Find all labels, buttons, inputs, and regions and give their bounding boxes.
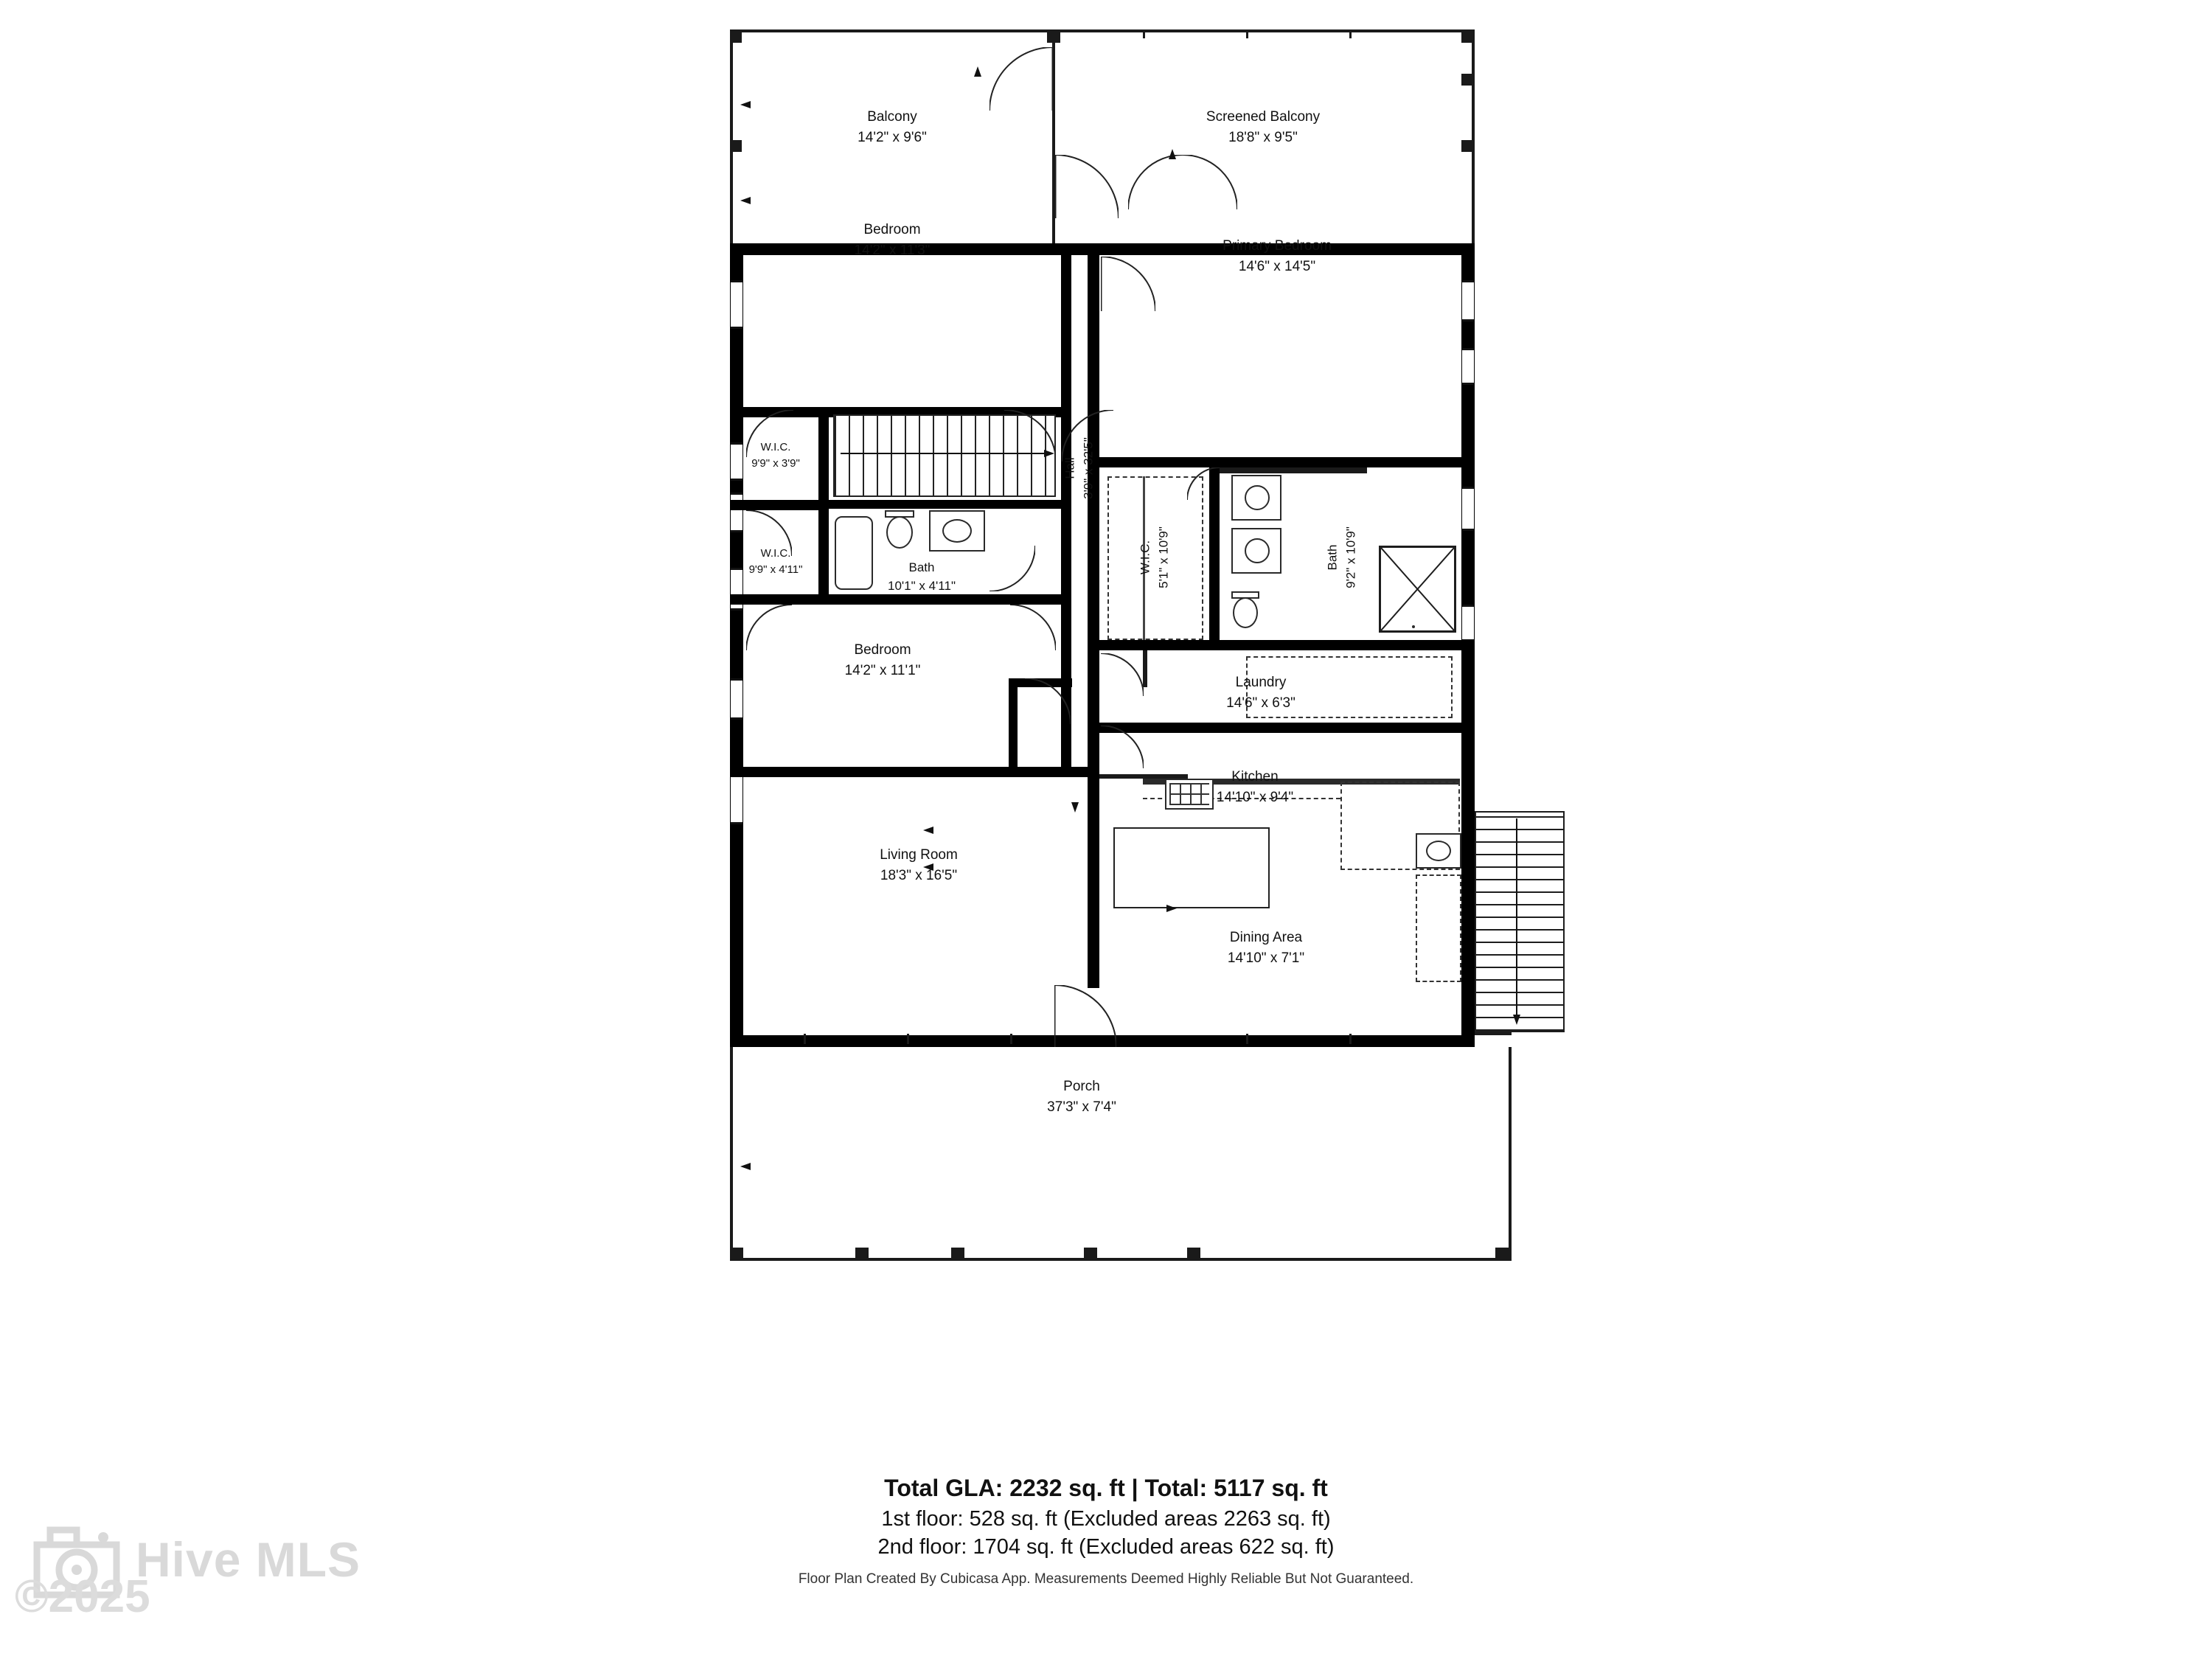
door-bedroom-front-hall xyxy=(1004,410,1056,462)
room-label-bath-primary: Bath 9'2" x 10'9" xyxy=(1325,526,1357,588)
kitchen-pantry xyxy=(1416,874,1461,982)
balcony-post-left-a xyxy=(730,140,742,152)
room-label-laundry: Laundry 14'6" x 6'3" xyxy=(1226,675,1295,711)
sink-primary-upper xyxy=(1245,485,1270,510)
door-porch-front xyxy=(1054,985,1116,1047)
screen-mullion-3 xyxy=(1349,29,1352,38)
summary-totals: Total GLA: 2232 sq. ft | Total: 5117 sq. ft xyxy=(884,1475,1328,1501)
window-right-2 xyxy=(1462,348,1474,385)
wic-upper-wall-right xyxy=(818,407,829,510)
measure-arrow-balcony-left xyxy=(740,100,754,109)
measure-arrow-bedroom-front xyxy=(740,196,754,205)
porch-wall-right xyxy=(1509,1047,1512,1261)
bedroom-rear-closet-wall-v xyxy=(1009,678,1018,774)
room-label-kitchen: Kitchen 14'10" x 9'4" xyxy=(1216,769,1294,805)
balcony-post-right-a xyxy=(1461,74,1475,86)
screen-mullion-2 xyxy=(1246,29,1248,38)
room-label-hall: Hall 3'9" x 32'5" xyxy=(1062,437,1095,499)
room-label-wic-lower: W.I.C. 9'9" x 4'11" xyxy=(748,547,803,576)
bath-primary-vanity-wall xyxy=(1220,467,1367,473)
sink-hall xyxy=(942,519,972,543)
exterior-wall-left xyxy=(730,243,743,1047)
room-label-primary-bedroom: Primary Bedroom 14'6" x 14'5" xyxy=(1222,238,1332,274)
summary-second-floor: 2nd floor: 1704 sq. ft (Excluded areas 622 sq. ft) xyxy=(877,1535,1335,1559)
room-label-dining-area: Dining Area 14'10" x 7'1" xyxy=(1227,930,1305,966)
toilet-tank-hall xyxy=(885,510,914,518)
door-laundry-kitchen xyxy=(1101,726,1144,768)
window-left-2 xyxy=(731,442,742,481)
door-bath-hall xyxy=(990,546,1035,591)
window-right-1 xyxy=(1462,280,1474,321)
kitchen-sink-basin xyxy=(1426,841,1451,861)
balcony-post-right-b xyxy=(1461,140,1475,152)
shower-drain-primary xyxy=(1412,625,1415,628)
cooktop-burners xyxy=(1169,783,1209,805)
room-label-screened-balcony: Screened Balcony 18'8" x 9'5" xyxy=(1206,109,1321,145)
window-left-3 xyxy=(731,493,742,532)
porch-wall-left xyxy=(730,1047,733,1261)
porch-deck-edge xyxy=(1475,1032,1512,1035)
room-label-porch: Porch 37'3" x 7'4" xyxy=(1047,1079,1116,1115)
screen-mullion-1 xyxy=(1143,29,1145,38)
balcony-post-top-left xyxy=(730,29,742,43)
room-label-bedroom-front: Bedroom 14'2" x 11'3" xyxy=(854,222,931,258)
balcony-wall-top xyxy=(730,29,1475,32)
door-screened-balcony-left xyxy=(1128,155,1183,209)
door-primary-bath xyxy=(1187,467,1220,500)
measure-arrow-bedroom-rear xyxy=(1071,801,1079,813)
measure-arrow-primary-top xyxy=(1168,149,1177,161)
exterior-wall-top xyxy=(730,243,1475,255)
porch-rail-tick-5 xyxy=(1349,1034,1352,1044)
porch-post-right-end xyxy=(1495,1248,1509,1261)
summary-first-floor: 1st floor: 528 sq. ft (Excluded areas 2263 sq. ft) xyxy=(881,1507,1331,1531)
primary-bedroom-wall-bottom xyxy=(1099,457,1475,467)
door-hall-rear xyxy=(1010,605,1056,650)
wic-lower-wall-right xyxy=(818,509,829,603)
window-left-5 xyxy=(731,678,742,720)
porch-rail-tick-2 xyxy=(907,1034,909,1044)
measure-arrow-living-a xyxy=(923,826,936,835)
bath-hall-wall-bottom xyxy=(730,594,1071,605)
porch-post-b1 xyxy=(855,1248,869,1261)
toilet-primary xyxy=(1233,597,1258,628)
door-bedroom-rear-hall xyxy=(1025,678,1071,724)
floor-plan-drawing xyxy=(730,29,1512,1423)
door-bedroom-rear-closet xyxy=(746,605,792,650)
watermark-text: Hive MLS xyxy=(136,1532,361,1587)
porch-rail-tick-4 xyxy=(1246,1034,1248,1044)
measure-arrow-dining xyxy=(1166,904,1177,913)
balcony-wall-left xyxy=(730,29,733,243)
bathtub-hall xyxy=(835,516,873,590)
toilet-hall xyxy=(886,516,913,549)
sink-primary-lower xyxy=(1245,538,1270,563)
door-hall-balcony xyxy=(1055,155,1119,218)
living-room-rug xyxy=(1113,827,1270,908)
bath-primary-wall-bottom xyxy=(1099,640,1475,650)
room-label-living-room: Living Room 18'3" x 16'5" xyxy=(880,847,958,883)
door-laundry-hall xyxy=(1101,653,1144,696)
balcony-post-top-mid xyxy=(1047,29,1060,43)
door-primary-bedroom-hall xyxy=(1101,257,1155,311)
porch-post-br xyxy=(1187,1248,1200,1261)
bath-hall-wall-top xyxy=(829,500,1071,509)
living-room-wall-top xyxy=(730,767,1099,777)
balcony-post-top-right xyxy=(1461,29,1475,43)
exterior-stair-direction-arrow xyxy=(1512,818,1522,1025)
porch-post-bl xyxy=(730,1248,743,1261)
wic-wall-mid xyxy=(730,500,829,510)
summary-disclaimer: Floor Plan Created By Cubicasa App. Measurements Deemed Highly Reliable But Not Guaranteed. xyxy=(798,1571,1414,1587)
window-right-4 xyxy=(1462,605,1474,641)
room-label-bath-hall: Bath 10'1" x 4'11" xyxy=(888,560,956,593)
laundry-wall-bottom xyxy=(1099,723,1475,733)
room-label-balcony: Balcony 14'2" x 9'6" xyxy=(858,109,927,145)
porch-rail-tick-1 xyxy=(804,1034,806,1044)
room-label-wic-upper: W.I.C. 9'9" x 3'9" xyxy=(751,441,800,470)
balcony-wall-right xyxy=(1472,29,1475,243)
watermark-year: ©2025 xyxy=(15,1571,150,1622)
measure-arrow-porch xyxy=(740,1162,754,1171)
window-right-3 xyxy=(1462,487,1474,531)
room-label-wic-primary: W.I.C. 5'1" x 10'9" xyxy=(1138,526,1170,588)
interior-wall-center-vertical xyxy=(1088,243,1099,988)
room-label-bedroom-rear: Bedroom 14'2" x 11'1" xyxy=(844,642,921,678)
porch-wall-bottom xyxy=(730,1258,1512,1261)
toilet-tank-primary xyxy=(1231,591,1259,599)
measure-arrow-screened-top xyxy=(973,66,982,78)
window-left-6 xyxy=(731,774,742,824)
shower-primary xyxy=(1379,546,1456,633)
porch-rail-tick-3 xyxy=(1010,1034,1012,1044)
door-screened-balcony-right xyxy=(1183,155,1237,209)
window-left-1 xyxy=(731,280,742,329)
door-balcony-bedroom xyxy=(990,47,1053,111)
porch-post-b3 xyxy=(1084,1248,1097,1261)
porch-post-b2 xyxy=(951,1248,964,1261)
